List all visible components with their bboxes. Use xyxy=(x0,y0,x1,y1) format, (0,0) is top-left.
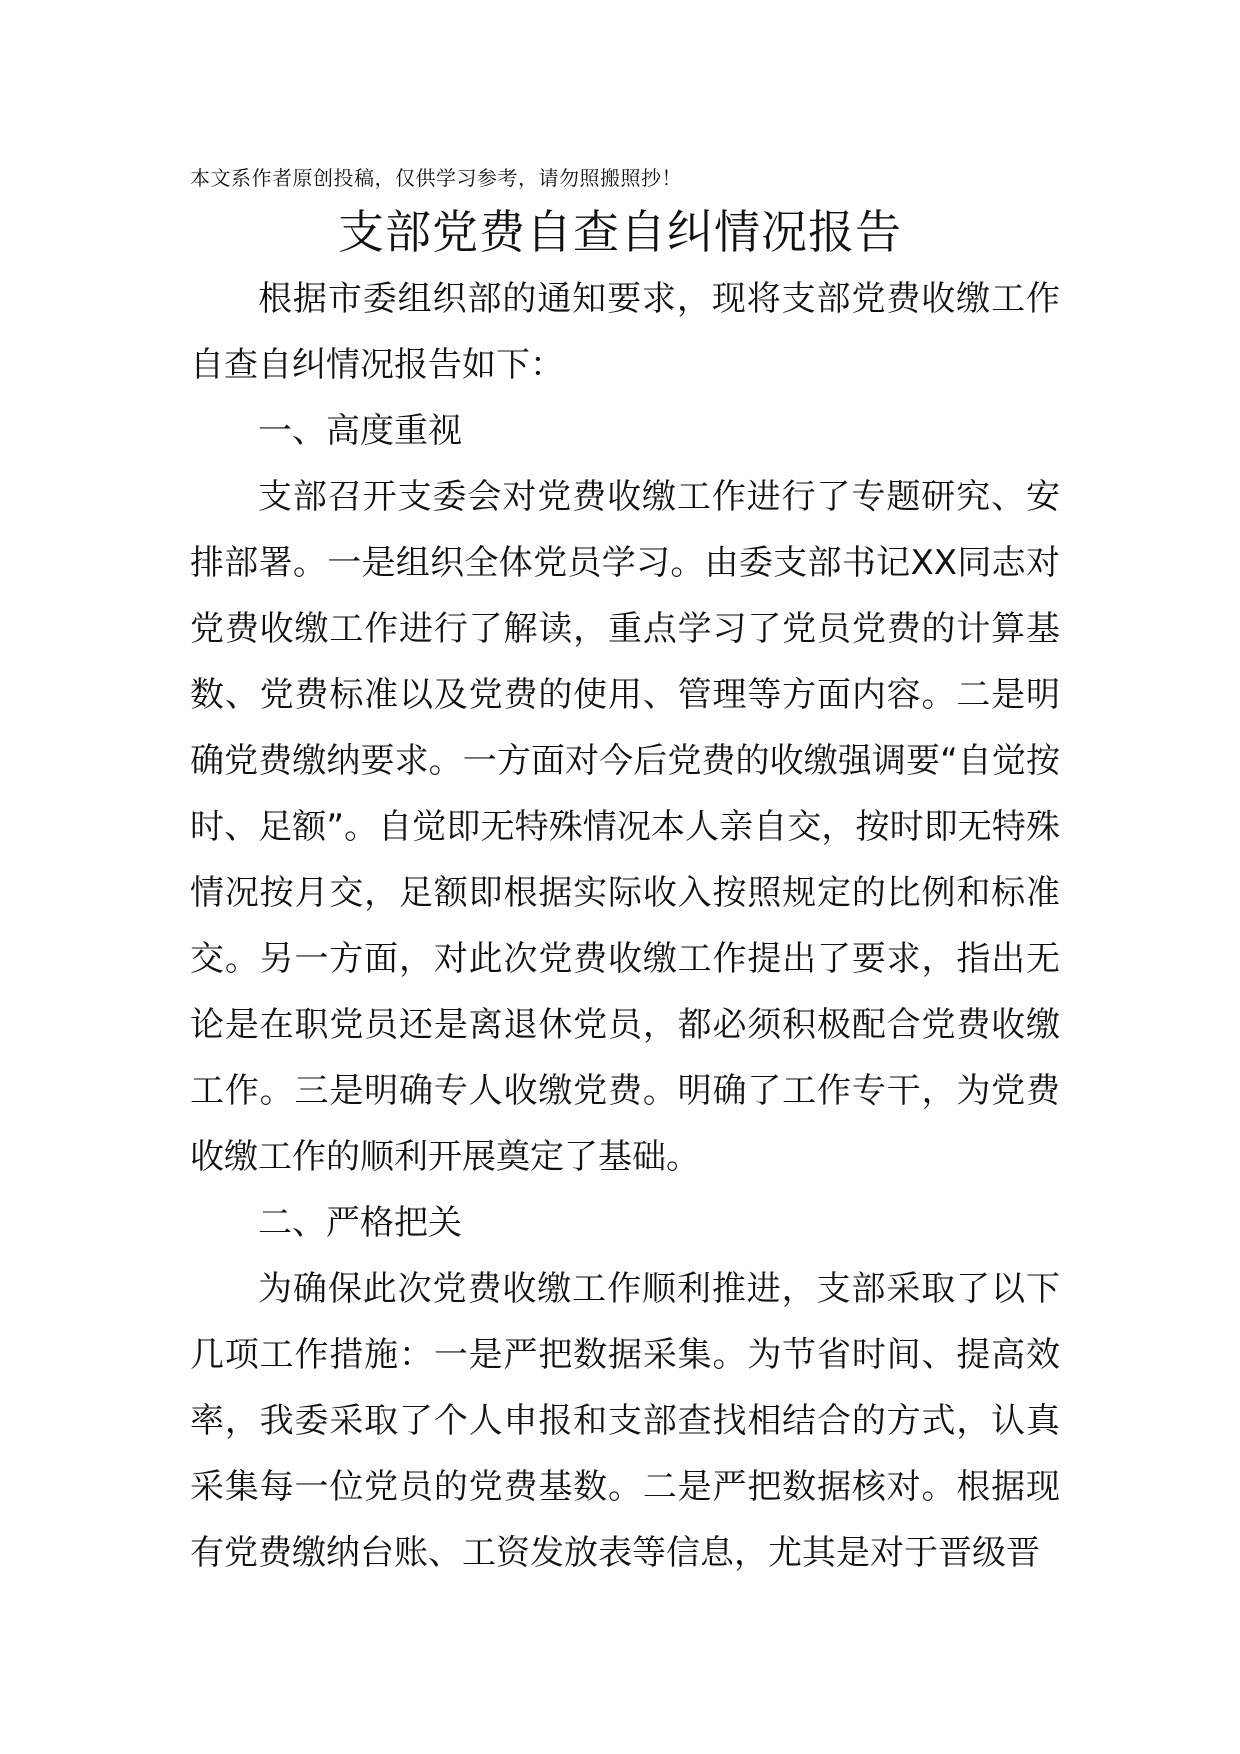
section-heading-2: 二、严格把关 xyxy=(258,1203,462,1243)
intro-paragraph: 根据市委组织部的通知要求，现将支部党费收缴工作自查自纠情况报告如下： xyxy=(190,279,1060,385)
document-title: 支部党费自查自纠情况报告 xyxy=(338,205,902,259)
section-2-paragraph: 为确保此次党费收缴工作顺利推进，支部采取了以下几项工作措施：一是严把数据采集。为节省时间、提高效率，我委采取了个人申报和支部查找相结合的方式，认真采集每一位党员的党费基数。二是严把数据核对。根据现有党费缴纳台账、工资发放表等信息，尤其是对于晋级晋 xyxy=(190,1269,1060,1573)
copyright-notice: 本文系作者原创投稿，仅供学习参考，请勿照搬照抄！ xyxy=(190,166,682,190)
section-heading-1: 一、高度重视 xyxy=(258,411,462,451)
document-body xyxy=(190,266,1060,1586)
section-1-paragraph: 支部召开支委会对党费收缴工作进行了专题研究、安排部署。一是组织全体党员学习。由委支部书记XX同志对党费收缴工作进行了解读，重点学习了党员党费的计算基数、党费标准以及党费的使用、管理等方面内容。二是明确党费缴纳要求。一方面对今后党费的收缴强调要“自觉按时、足额”。自觉即无特殊情况本人亲自交，按时即无特殊情况按月交，足额即根据实际收入按照规定的比例和标准交。另一方面，对此次党费收缴工作提出了要求，指出无论是在职党员还是离退休党员，都必须积极配合党费收缴工作。三是明确专人收缴党费。明确了工作专干，为党费收缴工作的顺利开展奠定了基础。 xyxy=(190,477,1060,1177)
